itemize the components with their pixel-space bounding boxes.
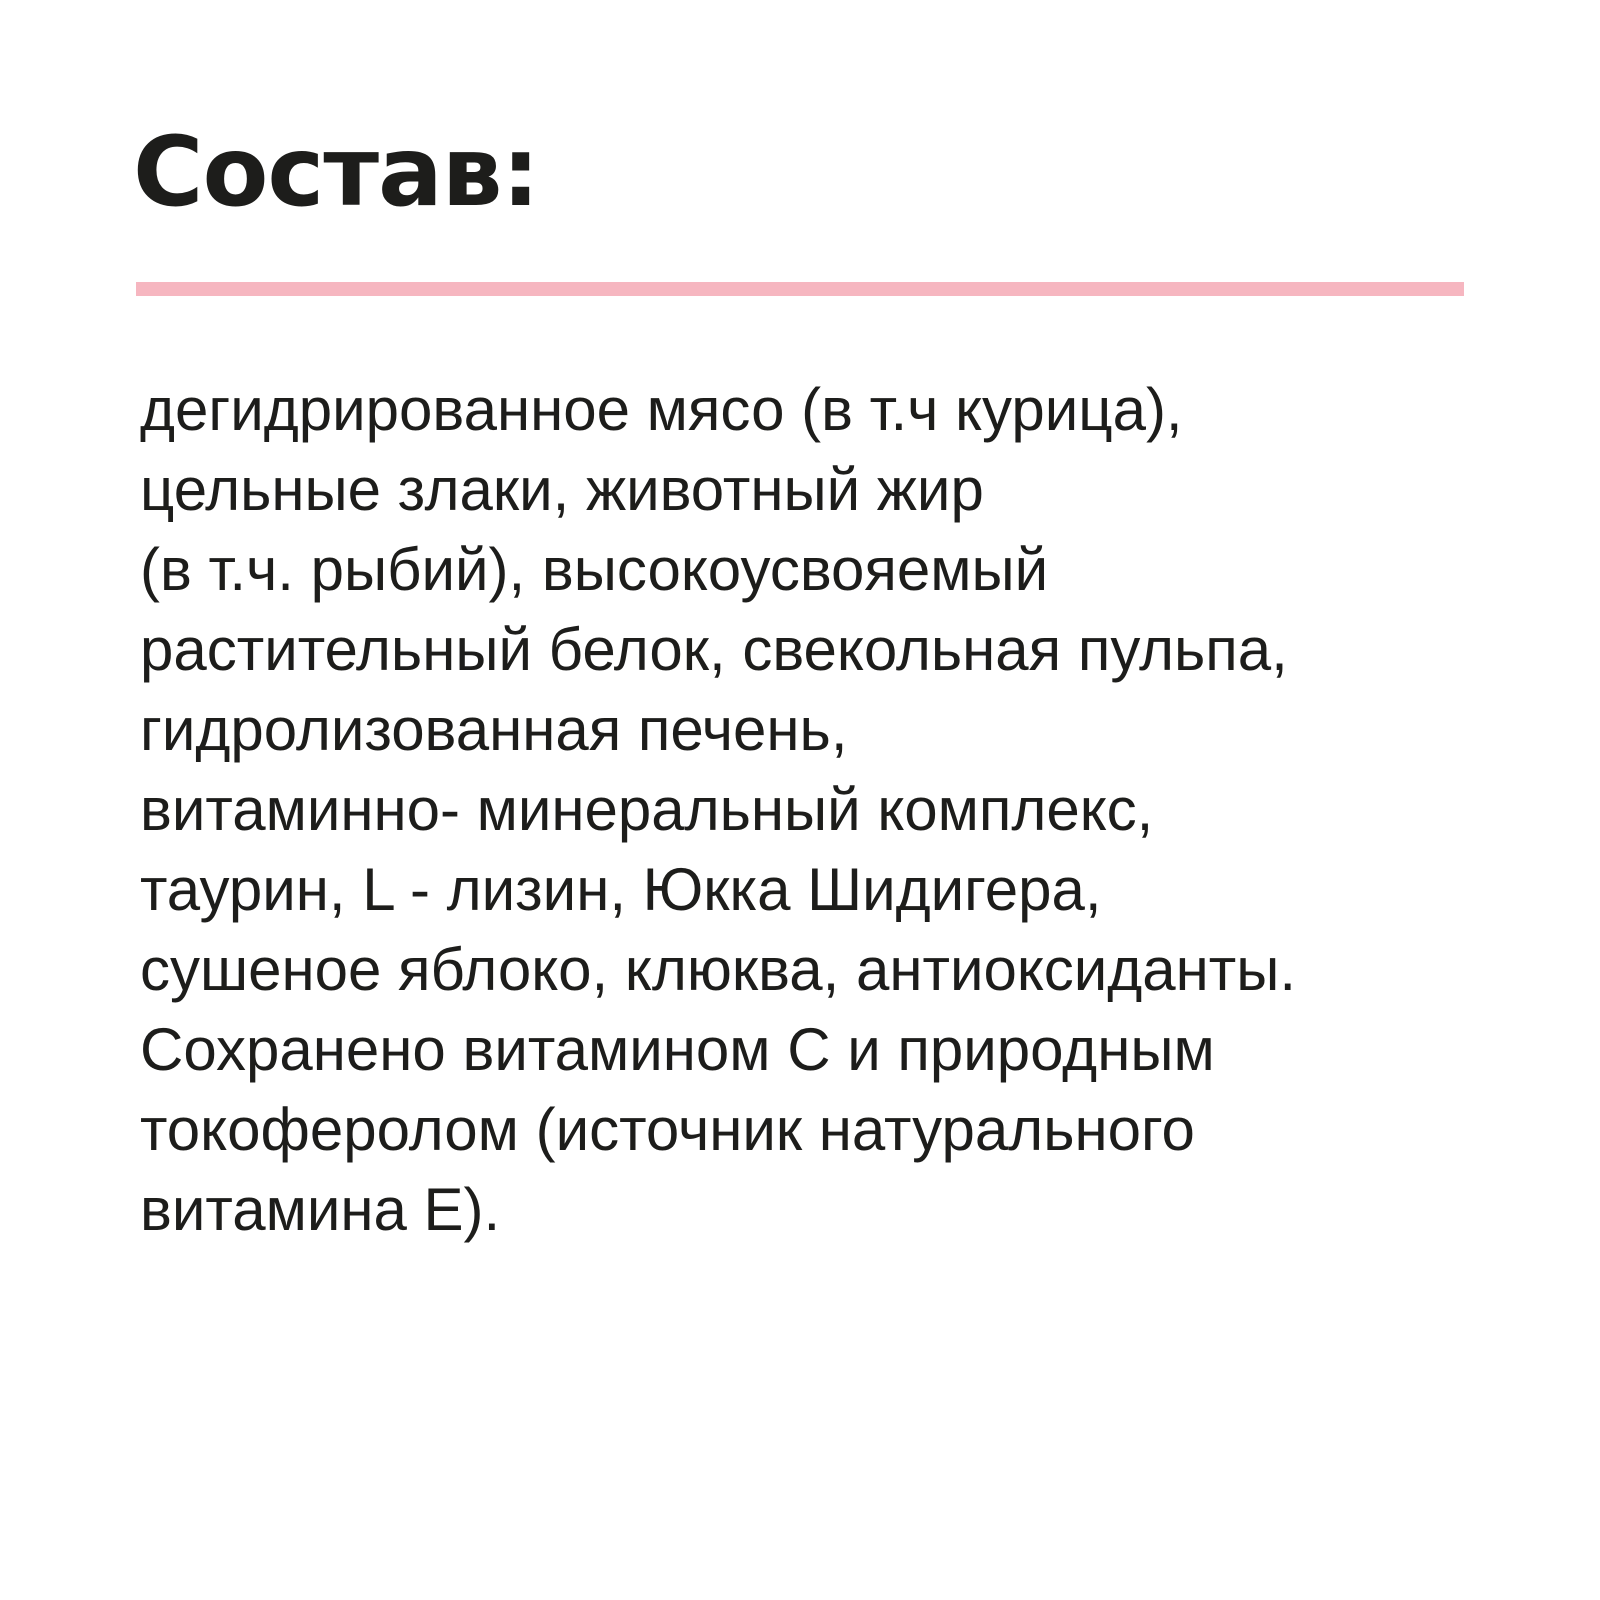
composition-line: сушеное яблоко, клюква, антиоксиданты. bbox=[140, 936, 1297, 1003]
composition-line: Сохранено витамином С и природным bbox=[140, 1016, 1215, 1083]
composition-line: витамина Е). bbox=[140, 1176, 501, 1243]
composition-text bbox=[140, 370, 1580, 1250]
composition-line: таурин, L - лизин, Юкка Шидигера, bbox=[140, 856, 1102, 923]
composition-line: (в т.ч. рыбий), высокоусвояемый bbox=[140, 536, 1049, 603]
composition-line: гидролизованная печень, bbox=[140, 696, 848, 763]
composition-line: цельные злаки, животный жир bbox=[140, 456, 984, 523]
composition-line: растительный белок, свекольная пульпа, bbox=[140, 616, 1288, 683]
composition-line: дегидрированное мясо (в т.ч курица), bbox=[140, 376, 1183, 443]
page-title: Состав: bbox=[133, 116, 539, 228]
composition-line: витаминно- минеральный комплекс, bbox=[140, 776, 1154, 843]
title-divider bbox=[136, 282, 1464, 296]
composition-line: токоферолом (источник натурального bbox=[140, 1096, 1195, 1163]
